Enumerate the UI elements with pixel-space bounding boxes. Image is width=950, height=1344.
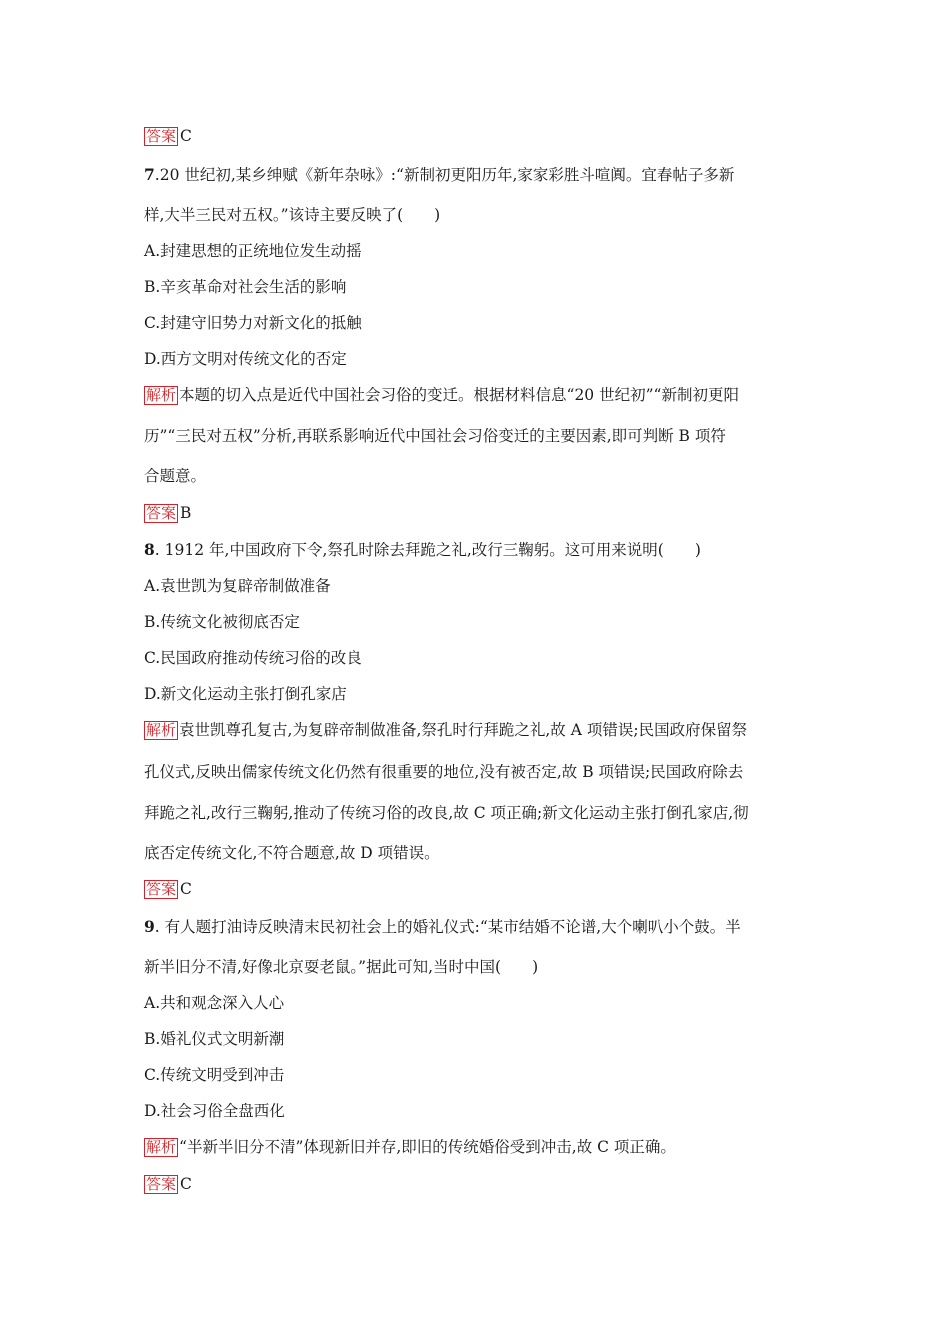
analysis-tag: 解析 [146, 721, 177, 739]
analysis-tag: 解析 [146, 1138, 177, 1156]
question-7-stem-line-1: 7.20 世纪初,某乡绅赋《新年杂咏》:“新制初更阳历年,家家彩胜斗喧阗。宜春帖子多新 [144, 165, 735, 184]
question-9-stem-line-1: 9. 有人题打油诗反映清末民初社会上的婚礼仪式:“某市结婚不论谱,大个喇叭小个鼓。半 [144, 917, 741, 936]
question-9-analysis-line-1: 解析 “半新半旧分不清”体现新旧并存,即旧的传统婚俗受到冲击,故 C 项正确。 [146, 1138, 676, 1156]
answer-q7 [144, 503, 814, 523]
answer-value: C [180, 1175, 192, 1193]
question-number: 9 [144, 917, 155, 936]
question-8-option-a: A.袁世凯为复辟帝制做准备 [144, 577, 331, 595]
answer-q6 [144, 126, 814, 146]
answer-q8 [144, 879, 814, 899]
question-7-stem-line-2: 样,大半三民对五权。”该诗主要反映了( ) [144, 206, 441, 224]
question-number: 7 [144, 165, 155, 184]
question-9-stem-line-2: 新半旧分不清,好像北京耍老鼠。”据此可知,当时中国( ) [144, 958, 539, 976]
question-9-option-c: C.传统文明受到冲击 [144, 1066, 285, 1084]
question-9-option-d: D.社会习俗全盘西化 [144, 1102, 285, 1120]
question-7-analysis-line-1: 解析 本题的切入点是近代中国社会习俗的变迁。根据材料信息“20 世纪初”“新制初更阳 [146, 386, 739, 404]
answer-q9 [144, 1174, 814, 1194]
question-7-option-c: C.封建守旧势力对新文化的抵触 [144, 314, 362, 332]
answer-tag: 答案 [146, 880, 177, 898]
question-9-option-b: B.婚礼仪式文明新潮 [144, 1030, 285, 1048]
question-7-analysis-line-2: 历”“三民对五权”分析,再联系影响近代中国社会习俗变迁的主要因素,即可判断 B 项符 [144, 427, 726, 445]
question-8-option-b: B.传统文化被彻底否定 [144, 613, 300, 631]
question-7-option-a: A.封建思想的正统地位发生动摇 [144, 242, 362, 260]
question-8-option-c: C.民国政府推动传统习俗的改良 [144, 649, 362, 667]
answer-value: B [180, 504, 192, 522]
question-8-analysis-line-2: 孔仪式,反映出儒家传统文化仍然有很重要的地位,没有被否定,故 B 项错误;民国政府除去 [144, 763, 744, 781]
analysis-tag: 解析 [146, 386, 177, 404]
question-7-analysis-line-3: 合题意。 [144, 467, 207, 485]
question-7-option-b: B.辛亥革命对社会生活的影响 [144, 278, 347, 296]
question-8-analysis-line-1: 解析 袁世凯尊孔复古,为复辟帝制做准备,祭孔时行拜跪之礼,故 A 项错误;民国政府保留祭 [146, 721, 748, 739]
question-number: 8 [144, 540, 155, 559]
question-8-analysis-line-4: 底否定传统文化,不符合题意,故 D 项错误。 [144, 844, 440, 862]
answer-value: C [180, 880, 192, 898]
question-8-stem-line-1: 8. 1912 年,中国政府下令,祭孔时除去拜跪之礼,改行三鞠躬。这可用来说明( ) [144, 540, 701, 559]
answer-value: C [180, 127, 192, 145]
question-7-option-d: D.西方文明对传统文化的否定 [144, 350, 347, 368]
question-8-option-d: D.新文化运动主张打倒孔家店 [144, 685, 347, 703]
question-9-option-a: A.共和观念深入人心 [144, 994, 285, 1012]
answer-tag: 答案 [146, 1175, 177, 1193]
question-8-analysis-line-3: 拜跪之礼,改行三鞠躬,推动了传统习俗的改良,故 C 项正确;新文化运动主张打倒孔家店,彻 [144, 804, 749, 822]
answer-tag: 答案 [146, 127, 177, 145]
answer-tag: 答案 [146, 504, 177, 522]
